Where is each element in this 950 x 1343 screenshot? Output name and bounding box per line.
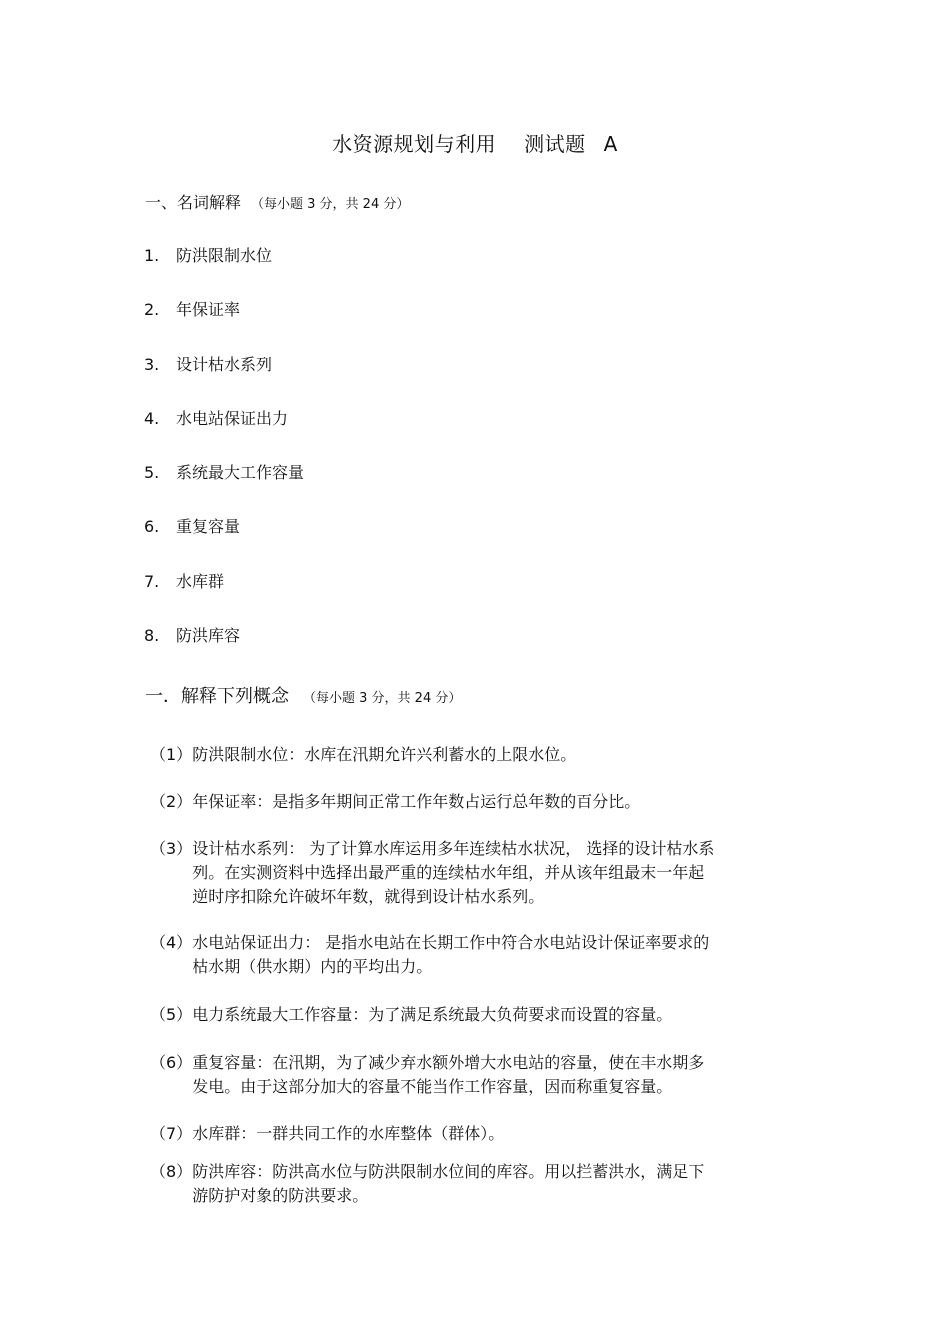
list-item [144, 625, 304, 679]
section-2-title: 一．解释下列概念 [145, 686, 289, 707]
item-term: 重复容量 [176, 517, 241, 537]
definition-number: （5） [150, 1005, 193, 1024]
definition-text: 重复容量：在汛期，为了减少弃水额外增大水电站的容量，使在丰水期多 发电。由于这部分加大的容量不能当作工作容量，因而称重复容量。 [192, 1053, 705, 1096]
definition-item [150, 743, 810, 767]
definition-number: （8） [150, 1162, 193, 1181]
item-term: 防洪库容 [176, 626, 241, 646]
section-1-heading [145, 190, 409, 213]
definition-number: （2） [150, 792, 193, 811]
item-term: 水库群 [176, 571, 225, 591]
list-item [144, 245, 304, 299]
item-number: 2. [144, 300, 160, 320]
definition-text: 设计枯水系列： 为了计算水库运用多年连续枯水状况， 选择的设计枯水系 列。在实测资料中选择出最严重的连续枯水年组，并从该年组最末一年起 逆时序扣除允许破坏年数，就得到设计枯水系列。 [192, 839, 715, 906]
item-term: 防洪限制水位 [176, 246, 273, 265]
definition-list [150, 743, 810, 1208]
item-number: 5. [144, 463, 160, 483]
definition-item [150, 837, 810, 909]
definition-text: 防洪库容：防洪高水位与防洪限制水位间的库容。用以拦蓄洪水，满足下 游防护对象的防洪要求。 [192, 1162, 705, 1205]
definition-text: 水电站保证出力： 是指水电站在长期工作中符合水电站设计保证率要求的 枯水期（供水期）内的平均出力。 [192, 933, 710, 976]
item-number: 3. [144, 354, 160, 374]
list-item [144, 408, 304, 462]
section-1-score-note: （每小题 3 分，共 24 分） [251, 197, 410, 212]
definition-item [150, 1051, 810, 1099]
item-term: 水电站保证出力 [176, 408, 289, 428]
definition-text: 电力系统最大工作容量：为了满足系统最大负荷要求而设置的容量。 [192, 1005, 673, 1024]
definition-number: （7） [150, 1124, 193, 1143]
list-item [144, 516, 304, 570]
item-number: 7. [144, 571, 160, 591]
item-number: 4. [144, 408, 160, 428]
title-sub: 测试题 [524, 132, 586, 156]
document-title [0, 128, 950, 157]
list-item [144, 462, 304, 516]
item-term: 设计枯水系列 [176, 354, 273, 374]
item-number: 8. [144, 626, 160, 646]
definition-item [150, 790, 810, 814]
title-main: 水资源规划与利用 [332, 132, 497, 156]
definition-number: （1） [150, 745, 193, 764]
definition-number: （4） [150, 933, 193, 952]
section-1-title: 一、名词解释 [145, 193, 242, 212]
section-2-heading [145, 682, 461, 708]
definition-item [150, 1122, 810, 1146]
definition-item [150, 1160, 810, 1208]
definition-item [150, 1003, 810, 1027]
definition-item [150, 931, 810, 979]
definition-number: （6） [150, 1053, 193, 1072]
definition-text: 年保证率：是指多年期间正常工作年数占运行总年数的百分比。 [192, 792, 641, 811]
list-item [144, 299, 304, 353]
definition-text: 水库群：一群共同工作的水库整体（群体）。 [192, 1124, 505, 1143]
title-code: A [603, 132, 618, 156]
definition-number: （3） [150, 839, 193, 858]
term-list [144, 245, 304, 679]
list-item [144, 354, 304, 408]
list-item [144, 571, 304, 625]
item-term: 年保证率 [176, 300, 241, 320]
item-term: 系统最大工作容量 [176, 463, 305, 483]
item-number: 6. [144, 517, 160, 537]
definition-text: 防洪限制水位：水库在汛期允许兴利蓄水的上限水位。 [192, 745, 577, 764]
section-2-score-note: （每小题 3 分，共 24 分） [303, 691, 462, 706]
item-number: 1. [144, 246, 160, 265]
